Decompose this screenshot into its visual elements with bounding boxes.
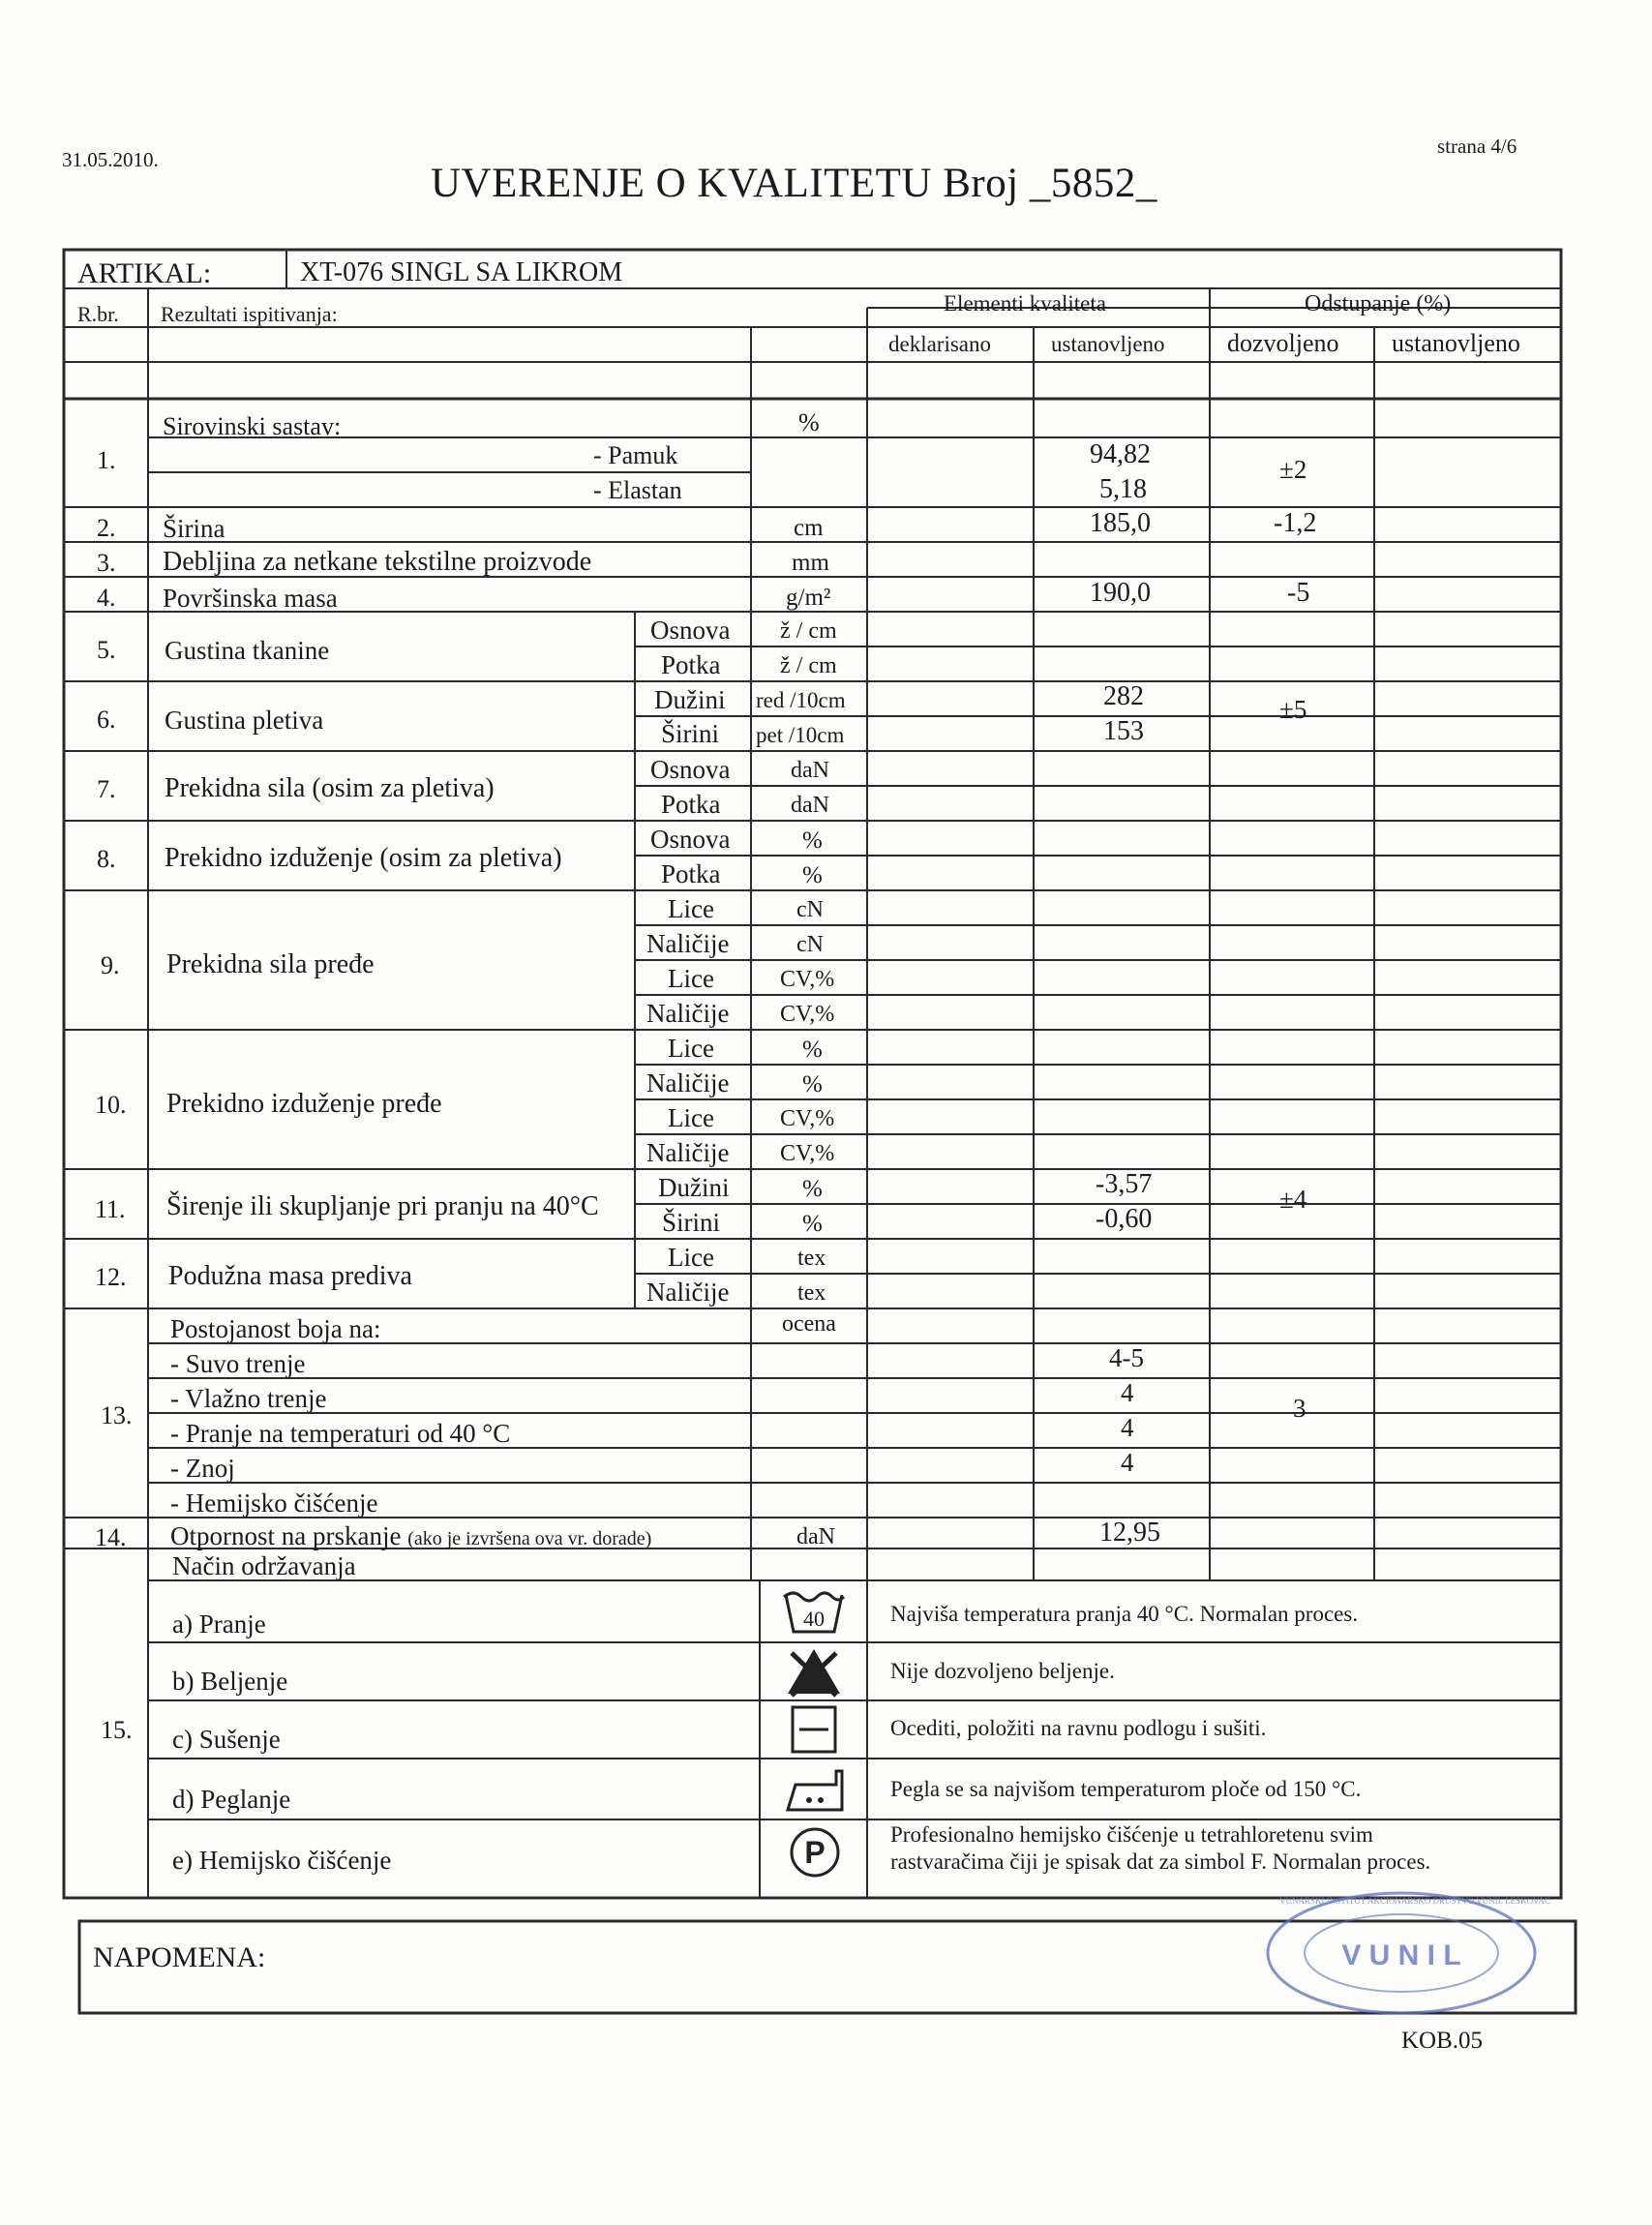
col-elementi: Elementi kvaliteta <box>944 291 1106 316</box>
row-14-unit: daN <box>796 1524 835 1549</box>
row-11-sub-1: Dužini <box>658 1173 730 1202</box>
row-9-sub-1: Lice <box>668 894 714 923</box>
care-desc-c: Ocediti, položiti na ravnu podlogu i sušiti. <box>890 1716 1267 1740</box>
document-date: 31.05.2010. <box>62 148 159 171</box>
wash-40-icon <box>780 1587 848 1638</box>
row-2-tolerance: -1,2 <box>1274 508 1317 538</box>
row-9-unit-1: cN <box>796 897 824 922</box>
row-4-value: 190,0 <box>1090 578 1151 608</box>
row-1-no: 1. <box>97 446 116 474</box>
row-4-tolerance: -5 <box>1287 578 1310 608</box>
row-13-unit: ocena <box>782 1311 836 1337</box>
row-9-unit-2: cN <box>796 932 824 957</box>
dry-clean-p-icon <box>788 1825 842 1879</box>
row-2-unit: cm <box>794 515 824 541</box>
row-9-no: 9. <box>101 951 120 979</box>
dry-flat-icon <box>790 1704 838 1755</box>
row-7-unit-1: daN <box>791 758 829 783</box>
row-10-unit-1: % <box>802 1037 823 1063</box>
row-5-no: 5. <box>97 636 116 664</box>
row-11-value-1: -3,57 <box>1096 1169 1153 1199</box>
row-11-sub-2: Širini <box>662 1208 721 1237</box>
row-9-sub-4: Naličije <box>646 999 730 1028</box>
row-10-sub-4: Naličije <box>646 1138 730 1167</box>
row-3-label: Debljina za netkane tekstilne proizvode <box>163 547 592 577</box>
row-10-sub-3: Lice <box>668 1103 714 1132</box>
row-6-tolerance: ±5 <box>1279 695 1307 724</box>
page-number: strana 4/6 <box>1437 135 1517 158</box>
row-4-unit: g/m² <box>786 585 831 611</box>
row-13-value-b: 4 <box>1121 1378 1134 1407</box>
row-12-no: 12. <box>95 1263 127 1291</box>
row-6-value-2: 153 <box>1103 716 1144 746</box>
row-11-label: Širenje ili skupljanje pri pranju na 40°C <box>166 1191 599 1221</box>
artikal-value: XT-076 SINGL SA LIKROM <box>300 257 623 287</box>
care-label-e: e) Hemijsko čišćenje <box>172 1846 392 1875</box>
row-8-sub-2: Potka <box>661 859 721 888</box>
row-1-pamuk: - Pamuk <box>593 441 678 469</box>
napomena-label: NAPOMENA: <box>93 1941 266 1973</box>
row-15-label: Način održavanja <box>172 1551 356 1580</box>
row-1-label: Sirovinski sastav: <box>163 412 342 440</box>
col-dozvoljeno: dozvoljeno <box>1227 329 1339 357</box>
institute-stamp <box>1261 1885 1542 2030</box>
row-8-label: Prekidno izduženje (osim za pletiva) <box>165 843 562 873</box>
row-12-unit-2: tex <box>797 1280 826 1306</box>
row-11-unit-2: % <box>802 1211 823 1237</box>
row-13-label: Postojanost boja na: <box>170 1314 381 1343</box>
row-12-unit-1: tex <box>797 1246 826 1271</box>
row-7-label: Prekidna sila (osim za pletiva) <box>165 773 495 803</box>
col-ustanovljeno: ustanovljeno <box>1051 332 1165 356</box>
row-13-value-d: 4 <box>1121 1448 1134 1477</box>
row-9-unit-3: CV,% <box>780 967 835 992</box>
dry-clean-letter: P <box>804 1835 826 1870</box>
no-bleach-icon <box>784 1645 844 1698</box>
row-14-label <box>170 1523 651 1549</box>
row-11-tolerance: ±4 <box>1279 1185 1307 1214</box>
row-1-elastan-value: 5,18 <box>1099 474 1147 504</box>
row-1-elastan: - Elastan <box>593 476 682 504</box>
care-desc-e-line-1: Profesionalno hemijsko čišćenje u tetrahloretenu svim <box>890 1822 1373 1847</box>
wash-temp-text: 40 <box>803 1607 825 1631</box>
col-rbr: R.br. <box>77 302 119 326</box>
care-desc-a: Najviša temperatura pranja 40 °C. Normalan proces. <box>890 1602 1359 1626</box>
col-odstupanje: Odstupanje (%) <box>1305 291 1452 316</box>
row-15-no: 15. <box>101 1716 133 1744</box>
row-7-sub-1: Osnova <box>650 755 731 784</box>
care-label-c: c) Sušenje <box>172 1725 281 1754</box>
row-11-unit-1: % <box>802 1176 823 1202</box>
row-11-no: 11. <box>95 1195 126 1223</box>
row-7-unit-2: daN <box>791 793 829 818</box>
row-8-unit-2: % <box>802 862 823 888</box>
care-desc-d: Pegla se sa najvišom temperaturom ploče od 150 °C. <box>890 1777 1362 1801</box>
row-1-pamuk-value: 94,82 <box>1090 439 1151 469</box>
row-6-unit-2: pet /10cm <box>756 723 845 747</box>
row-3-no: 3. <box>97 549 116 577</box>
row-10-unit-2: % <box>802 1071 823 1097</box>
row-2-no: 2. <box>97 514 116 542</box>
row-2-value: 185,0 <box>1090 508 1151 538</box>
care-desc-e-line-2: rastvaračima čiji je spisak dat za simbol F. Normalan proces. <box>890 1849 1431 1874</box>
row-9-sub-3: Lice <box>668 964 714 993</box>
row-8-no: 8. <box>97 845 116 873</box>
document-title: UVERENJE O KVALITETU Broj _5852_ <box>431 161 1157 206</box>
care-label-a: a) Pranje <box>172 1609 266 1639</box>
row-7-sub-2: Potka <box>661 790 721 819</box>
row-12-sub-2: Naličije <box>646 1278 730 1307</box>
row-6-unit-1: red /10cm <box>756 688 846 712</box>
svg-text:V U N I L: V U N I L <box>1341 1939 1461 1971</box>
row-13-item-c: - Pranje na temperaturi od 40 °C <box>170 1419 511 1448</box>
col-rezultati: Rezultati ispitivanja: <box>161 302 338 326</box>
row-5-label: Gustina tkanine <box>165 636 330 665</box>
row-12-sub-1: Lice <box>668 1243 714 1272</box>
row-5-unit-1: ž / cm <box>780 618 837 644</box>
row-14-note: (ako je izvršena ova vr. dorade) <box>407 1528 652 1549</box>
row-9-label: Prekidna sila pređe <box>166 949 375 979</box>
form-code: KOB.05 <box>1401 2028 1484 2054</box>
care-label-b: b) Beljenje <box>172 1667 288 1696</box>
row-6-no: 6. <box>97 706 116 734</box>
row-10-label: Prekidno izduženje pređe <box>166 1089 442 1119</box>
row-5-sub-2: Potka <box>661 650 721 679</box>
row-5-sub-1: Osnova <box>650 616 731 645</box>
row-7-no: 7. <box>97 775 116 803</box>
row-13-item-d: - Znoj <box>170 1454 235 1483</box>
row-3-unit: mm <box>792 550 829 576</box>
row-8-sub-1: Osnova <box>650 825 731 854</box>
row-6-sub-1: Dužini <box>654 685 726 714</box>
row-9-sub-2: Naličije <box>646 929 730 958</box>
row-10-unit-3: CV,% <box>780 1106 835 1131</box>
row-13-value-a: 4-5 <box>1109 1343 1144 1372</box>
row-12-label: Podužna masa prediva <box>168 1261 412 1291</box>
care-desc-b: Nije dozvoljeno beljenje. <box>890 1659 1115 1683</box>
row-4-no: 4. <box>97 584 116 612</box>
row-1-unit: % <box>798 408 820 436</box>
row-10-unit-4: CV,% <box>780 1141 835 1166</box>
row-1-tolerance: ±2 <box>1279 455 1307 484</box>
row-13-item-b: - Vlažno trenje <box>170 1384 327 1413</box>
row-2-label: Širina <box>163 514 225 543</box>
col-deklarisano: deklarisano <box>888 332 992 356</box>
row-11-value-2: -0,60 <box>1096 1204 1153 1234</box>
care-label-d: d) Peglanje <box>172 1785 291 1814</box>
row-6-label: Gustina pletiva <box>165 706 324 735</box>
row-10-sub-1: Lice <box>668 1034 714 1063</box>
row-13-value-c: 4 <box>1121 1413 1134 1442</box>
stamp-text: VUNARSKI INSTITUT AKCIONARSKO DRUŠTVO VUNIL LESKOVAC <box>1279 1896 1550 1906</box>
row-4-label: Površinska masa <box>163 584 338 613</box>
row-10-sub-2: Naličije <box>646 1068 730 1097</box>
row-13-item-a: - Suvo trenje <box>170 1349 306 1378</box>
col-ustanovljeno-2: ustanovljeno <box>1392 329 1520 357</box>
row-9-unit-4: CV,% <box>780 1002 835 1027</box>
row-13-item-e: - Hemijsko čišćenje <box>170 1488 378 1518</box>
artikal-label: ARTIKAL: <box>77 257 212 289</box>
row-5-unit-2: ž / cm <box>780 653 837 678</box>
row-6-value-1: 282 <box>1103 681 1144 711</box>
row-8-unit-1: % <box>802 827 823 854</box>
row-10-no: 10. <box>95 1091 127 1119</box>
row-6-sub-2: Širini <box>661 719 720 748</box>
row-14-no: 14. <box>95 1523 127 1551</box>
row-13-no: 13. <box>101 1401 133 1429</box>
iron-two-dots-icon <box>782 1761 848 1816</box>
row-13-tolerance: 3 <box>1293 1394 1307 1423</box>
row-14-value: 12,95 <box>1099 1518 1160 1548</box>
row-14-label-text: Otpornost na prskanje <box>170 1521 402 1550</box>
